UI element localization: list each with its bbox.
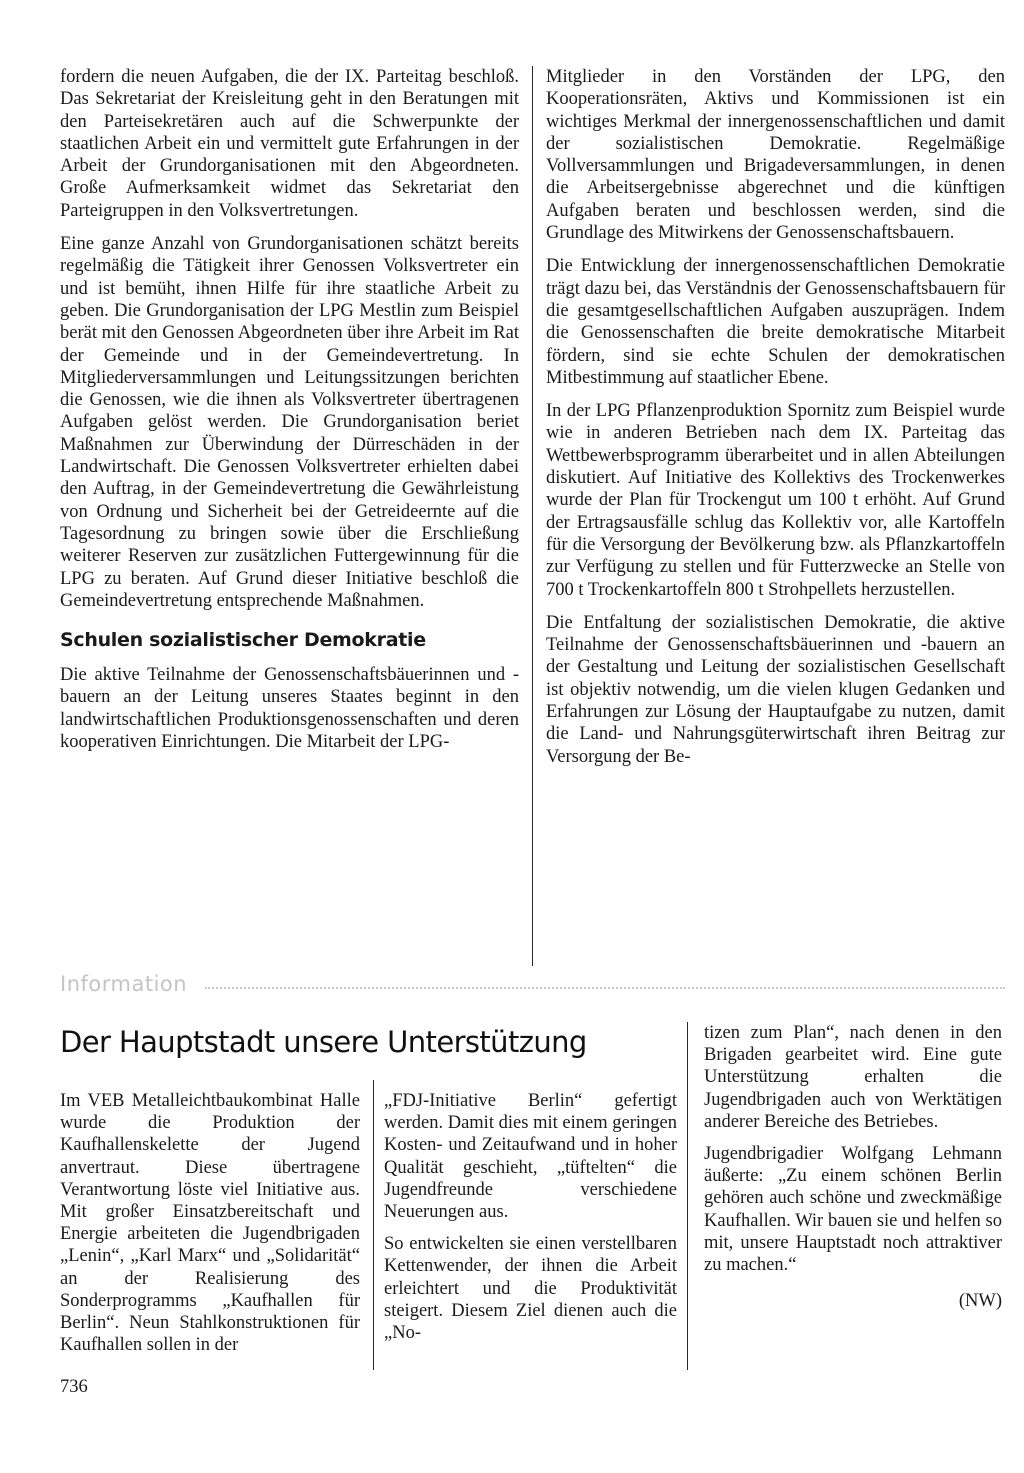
paragraph: Eine ganze Anzahl von Grundorganisationen schätzt bereits regelmäßig die Tätigkeit ihrer Genossen Volksvertreter ein und ist bemüht, ihnen Hilfe für ihre staatliche Arbeit zu geben. Die Grundorganisation der LPG Mestlin zum Beispiel berät mit den Genossen Abgeordneten über ihre Arbeit im Rat der Gemeinde und in der Gemeindevertretung. In Mitgliederversammlungen und Leitungssitzungen berichten die Genossen, wie die ihnen als Volksvertreter übertragenen Aufgaben gelöst werden. Die Grundorganisation beriet Maßnahmen zur Überwindung der Dürreschäden in der Landwirtschaft. Die Genossen Volksvertreter erhielten dabei den Auftrag, in der Gemeindevertretung die Gewährleistung von Ordnung und Sicherheit bei der Getreideernte auf die Tagesordnung zu bringen sowie über die Erschließung weiterer Reserven zur zusätzlichen Futtergewinnung für die LPG zu beraten. Auf Grund dieser Initiative beschloß die Gemeindevertretung entsprechende Maßnahmen.: [60, 234, 519, 611]
column-divider: [373, 1080, 374, 1370]
author-signature: (NW): [958, 1291, 1002, 1312]
article-left-column: [60, 66, 519, 764]
info-column-1: [60, 1090, 360, 1366]
paragraph: tizen zum Plan“, nach denen in den Brigaden gearbeitet wird. Eine gute Unterstützung erhalten die Jugendbrigaden auch von Werktätigen anderer Bereiche des Betriebes.: [704, 1023, 1002, 1132]
article-right-column: [546, 66, 1005, 779]
paragraph: Die aktive Teilnahme der Genossenschaftsbäuerinnen und -bauern an der Leitung unseres Staates beginnt in den landwirtschaftlichen Produktionsgenossenschaften und deren kooperativen Einrichtungen. Die Mitarbeit der LPG-: [60, 665, 519, 753]
paragraph: Mitglieder in den Vorständen der LPG, den Kooperationsräten, Aktivs und Kommissionen ist ein wichtiges Merkmal der innergenossenschaftlichen und damit der sozialistischen Demokratie. Regelmäßige Vollversammlungen und Brigadeversammlungen, in denen die Arbeitsergebnisse abgerechnet und die künftigen Aufgaben beraten und beschlossen werden, sind die Grundlage des Mitwirkens der Genossenschaftsbauern.: [546, 67, 1005, 244]
info-column-3: [704, 1022, 1002, 1312]
paragraph: fordern die neuen Aufgaben, die der IX. Parteitag beschloß. Das Sekretariat der Kreisleitung geht in den Beratungen mit den Parteisekretären auch auf die Schwerpunkte der staatlichen Arbeit ein und vermittelt gute Erfahrungen in der Arbeit der Grundorganisationen mit den Abgeordneten. Große Aufmerksamkeit widmet das Sekretariat den Parteigruppen in den Volksvertretungen.: [60, 67, 519, 221]
info-article-title: Der Hauptstadt unsere Unterstützung: [60, 1025, 587, 1059]
section-heading: Schulen sozialistischer Demokratie: [60, 629, 426, 652]
column-divider: [532, 66, 533, 966]
paragraph: In der LPG Pflanzenproduktion Spornitz zum Beispiel wurde wie in anderen Betrieben nach dem IX. Parteitag das Wettbewerbsprogramm überarbeitet und in allen Abteilungen diskutiert. Auf Initiative des Kollektivs des Trockenwerkes wurde der Plan für Trockengut um 100 t erhöht. Auf Grund der Ertragsausfälle schlug das Kollektiv vor, alle Kartoffeln für die Versorgung der Bevölkerung bzw. als Pflanzkartoffeln zur Verfügung zu stellen und für Futterzwecke an Stelle von 700 t Trockenkartoffeln 800 t Strohpellets herzustellen.: [546, 401, 1005, 600]
paragraph: Jugendbrigadier Wolfgang Lehmann äußerte: „Zu einem schönen Berlin gehören auch schöne und zweckmäßige Kaufhallen. Wir bauen sie und helfen so mit, unsere Hauptstadt noch attraktiver zu machen.“: [704, 1144, 1002, 1276]
paragraph: „FDJ-Initiative Berlin“ gefertigt werden. Damit dies mit einem geringen Kosten- und Zeitaufwand und in hoher Qualität geschieht, „tüftelten“ die Jugendfreunde verschiedene Neuerungen aus.: [384, 1091, 677, 1223]
information-label: Information: [60, 972, 188, 996]
paragraph: Die Entwicklung der innergenossenschaftlichen Demokratie trägt dazu bei, das Verständnis der Genossenschaftsbauern für die gesamtgesellschaftlichen Aufgaben auszuprägen. Indem die Genossenschaften die breite demokratische Mitarbeit fördern, sind sie echte Schulen der demokratischen Mitbestimmung auf staatlicher Ebene.: [546, 256, 1005, 388]
paragraph: So entwickelten sie einen verstellbaren Kettenwender, der ihnen die Arbeit erleichtert und die Produktivität steigert. Diesem Ziel dienen auch die „No-: [384, 1234, 677, 1344]
paragraph: Die Entfaltung der sozialistischen Demokratie, die aktive Teilnahme der Genossenschaftsbäuerinnen und -bauern an der Gestaltung und Leitung der sozialistischen Gesellschaft ist objektiv notwendig, um die vielen klugen Gedanken und Erfahrungen zur Lösung der Hauptaufgabe zu nutzen, damit die Land- und Nahrungsgüterwirtschaft ihren Beitrag zur Versorgung der Be-: [546, 612, 1005, 767]
page-number: 736: [60, 1377, 88, 1397]
info-column-2: [384, 1090, 677, 1354]
dotted-separator: [205, 987, 1005, 989]
paragraph: Im VEB Metalleichtbaukombinat Halle wurde die Produktion der Kaufhallenskelette der Jugend anvertraut. Diese übertragene Verantwortung löste viel Initiative aus. Mit großer Einsatzbereitschaft und Energie arbeiteten die Jugendbrigaden „Lenin“, „Karl Marx“ und „Solidarität“ an der Realisierung des Sonderprogramms „Kaufhallen für Berlin“. Neun Stahlkonstruktionen für Kaufhallen sollen in der: [60, 1091, 360, 1356]
column-divider: [687, 1022, 688, 1370]
